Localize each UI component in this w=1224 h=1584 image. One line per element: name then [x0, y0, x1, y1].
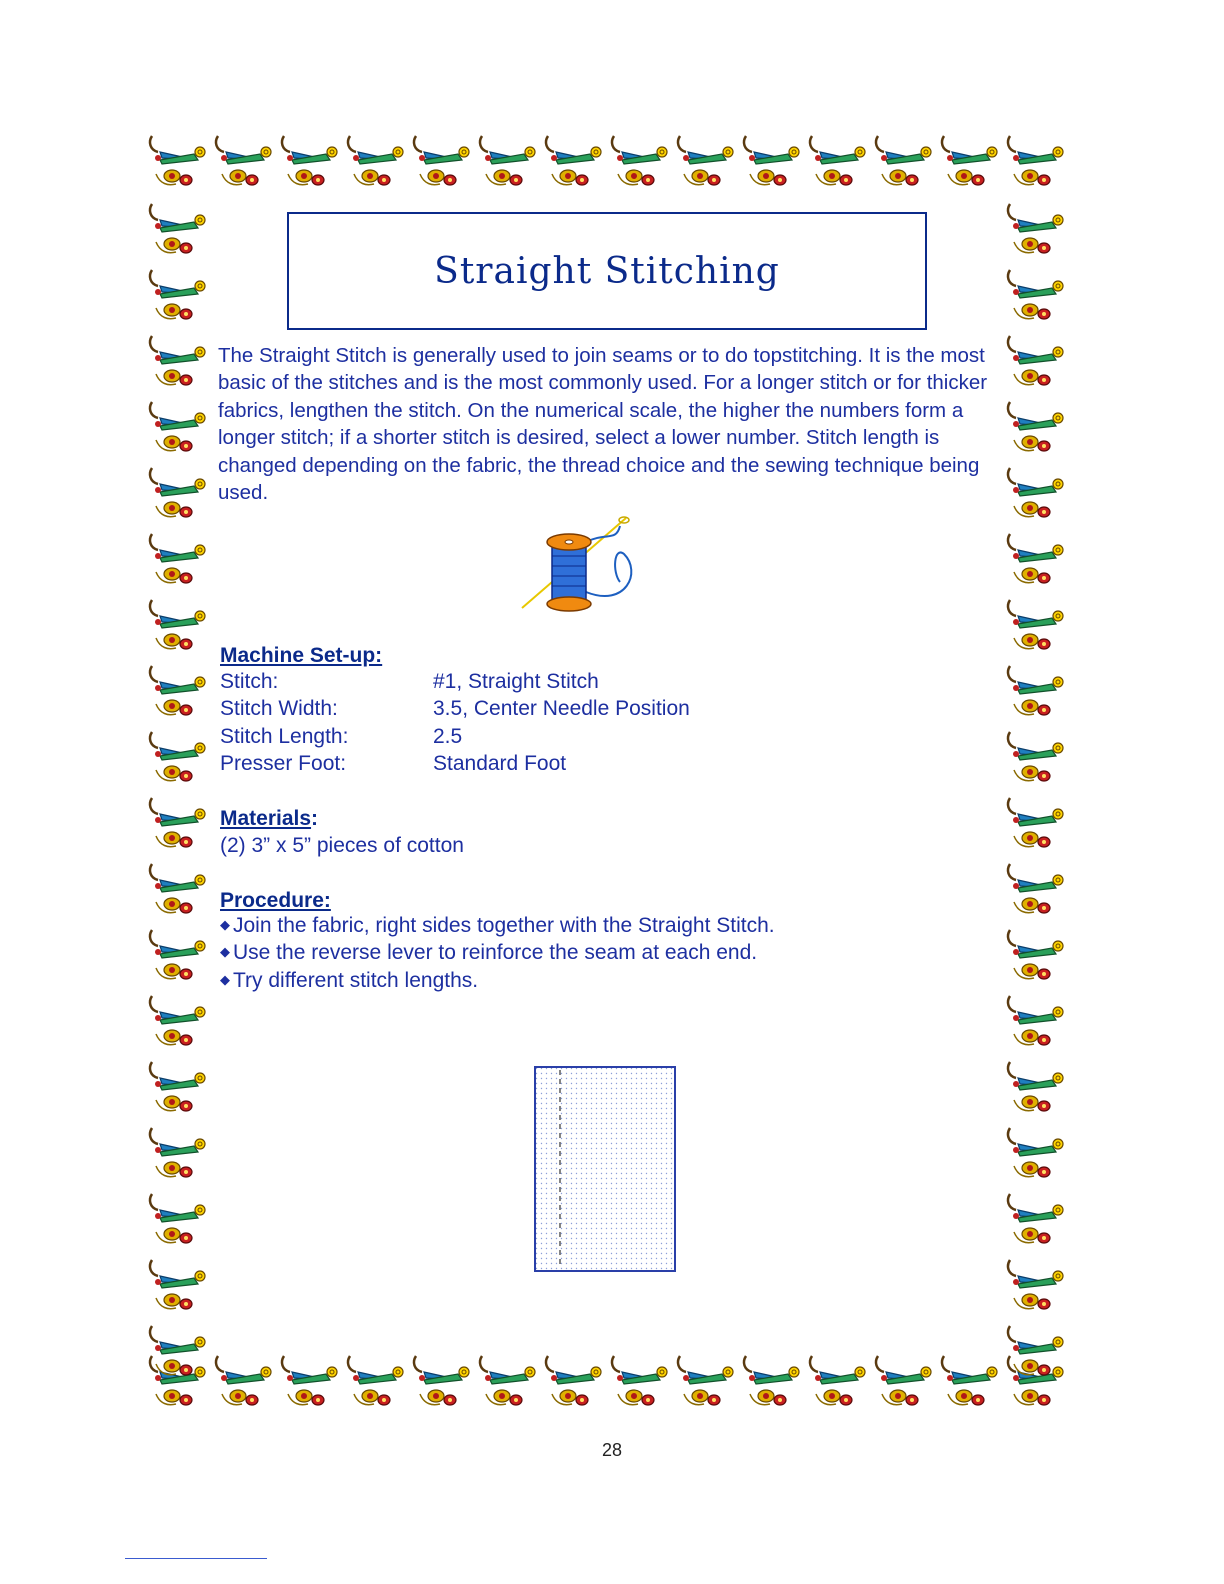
- procedure-step-text: Use the reverse lever to reinforce the seam at each end.: [233, 941, 758, 964]
- scissors-spool-icon: [1004, 858, 1070, 924]
- scissors-spool-icon: [344, 1350, 410, 1416]
- scissors-spool-icon: [146, 528, 212, 594]
- border-left: [146, 198, 212, 1386]
- scissors-spool-icon: [410, 1350, 476, 1416]
- fabric-swatch-icon: [534, 1066, 676, 1272]
- procedure-step: [220, 969, 478, 993]
- procedure-step-text: Join the fabric, right sides together with the Straight Stitch.: [233, 914, 775, 937]
- scissors-spool-icon: [674, 130, 740, 196]
- scissors-spool-icon: [1004, 130, 1070, 196]
- scissors-spool-icon: [146, 1320, 212, 1386]
- setup-value: #1, Straight Stitch: [433, 670, 599, 693]
- scissors-spool-icon: [146, 130, 212, 196]
- procedure-step-text: Try different stitch lengths.: [233, 969, 479, 992]
- scissors-spool-icon: [146, 396, 212, 462]
- scissors-spool-icon: [608, 1350, 674, 1416]
- title-box: [287, 212, 927, 330]
- page-number: 28: [601, 1440, 623, 1460]
- scissors-spool-icon: [1004, 726, 1070, 792]
- scissors-spool-icon: [410, 130, 476, 196]
- scissors-spool-icon: [344, 130, 410, 196]
- scissors-spool-icon: [1004, 990, 1070, 1056]
- scissors-spool-icon: [278, 1350, 344, 1416]
- scissors-spool-icon: [542, 130, 608, 196]
- scissors-spool-icon: [146, 990, 212, 1056]
- scissors-spool-icon: [872, 130, 938, 196]
- thread-spool-needle-icon: [516, 512, 646, 612]
- page-title: Straight Stitching: [434, 250, 780, 292]
- diamond-bullet-icon: ◆: [220, 917, 230, 932]
- scissors-spool-icon: [146, 1188, 212, 1254]
- scissors-spool-icon: [806, 1350, 872, 1416]
- diamond-bullet-icon: ◆: [220, 972, 230, 987]
- scissors-spool-icon: [146, 1254, 212, 1320]
- procedure-step: [220, 941, 757, 965]
- scissors-spool-icon: [146, 264, 212, 330]
- setup-row-stitch: [220, 670, 599, 694]
- setup-label: Stitch Length:: [220, 725, 349, 748]
- setup-row-stitch-length: [220, 725, 462, 749]
- materials-heading: [220, 807, 318, 831]
- border-bottom: [146, 1350, 1070, 1416]
- scissors-spool-icon: [740, 130, 806, 196]
- diamond-bullet-icon: ◆: [220, 944, 230, 959]
- scissors-spool-icon: [1004, 1122, 1070, 1188]
- border-right: [1004, 198, 1070, 1386]
- scissors-spool-icon: [146, 726, 212, 792]
- scissors-spool-icon: [1004, 462, 1070, 528]
- scissors-spool-icon: [1004, 1188, 1070, 1254]
- setup-label: Stitch Width:: [220, 697, 338, 720]
- procedure-step: [220, 914, 775, 938]
- setup-value: Standard Foot: [433, 752, 567, 775]
- setup-label: Stitch:: [220, 670, 279, 693]
- scissors-spool-icon: [1004, 1056, 1070, 1122]
- scissors-spool-icon: [146, 462, 212, 528]
- scissors-spool-icon: [674, 1350, 740, 1416]
- scissors-spool-icon: [146, 924, 212, 990]
- scissors-spool-icon: [1004, 528, 1070, 594]
- scissors-spool-icon: [740, 1350, 806, 1416]
- border-top: [146, 130, 1070, 196]
- materials-heading-text: Materials: [220, 807, 312, 830]
- scissors-spool-icon: [146, 1122, 212, 1188]
- scissors-spool-icon: [938, 1350, 1004, 1416]
- machine-setup-heading: Machine Set-up:: [220, 644, 383, 667]
- scissors-spool-icon: [608, 130, 674, 196]
- materials-heading-colon: :: [311, 807, 319, 830]
- scissors-spool-icon: [1004, 924, 1070, 990]
- scissors-spool-icon: [1004, 198, 1070, 264]
- setup-label: Presser Foot:: [220, 752, 347, 775]
- scissors-spool-icon: [212, 130, 278, 196]
- scissors-spool-icon: [146, 660, 212, 726]
- scissors-spool-icon: [1004, 1254, 1070, 1320]
- scissors-spool-icon: [872, 1350, 938, 1416]
- scissors-spool-icon: [146, 858, 212, 924]
- scissors-spool-icon: [476, 1350, 542, 1416]
- scissors-spool-icon: [1004, 330, 1070, 396]
- scissors-spool-icon: [1004, 660, 1070, 726]
- setup-row-presser-foot: [220, 752, 566, 776]
- scissors-spool-icon: [146, 198, 212, 264]
- setup-value: 2.5: [433, 725, 463, 748]
- scissors-spool-icon: [146, 792, 212, 858]
- intro-paragraph: The Straight Stitch is generally used to join seams or to do topstitching. It is the most basic of the stitches and is the most commonly used. For a longer stitch or for thicker fabrics, lengthen the stitch. On the numerical scale, the higher the numbers form a longer stitch; if a shorter stitch is desired, select a lower number. Stitch length is changed depending on the fabric, the thread choice and the sewing technique being used.: [218, 344, 988, 505]
- scissors-spool-icon: [1004, 594, 1070, 660]
- scissors-spool-icon: [1004, 792, 1070, 858]
- scissors-spool-icon: [938, 130, 1004, 196]
- procedure-heading: Procedure:: [220, 889, 331, 912]
- scissors-spool-icon: [542, 1350, 608, 1416]
- footer-rule: [125, 1558, 267, 1559]
- scissors-spool-icon: [1004, 1320, 1070, 1386]
- scissors-spool-icon: [212, 1350, 278, 1416]
- scissors-spool-icon: [1004, 264, 1070, 330]
- setup-value: 3.5, Center Needle Position: [433, 697, 690, 720]
- scissors-spool-icon: [1004, 396, 1070, 462]
- scissors-spool-icon: [146, 330, 212, 396]
- scissors-spool-icon: [146, 594, 212, 660]
- scissors-spool-icon: [476, 130, 542, 196]
- setup-row-stitch-width: [220, 697, 690, 721]
- scissors-spool-icon: [278, 130, 344, 196]
- scissors-spool-icon: [806, 130, 872, 196]
- materials-item: (2) 3” x 5” pieces of cotton: [220, 834, 464, 857]
- scissors-spool-icon: [146, 1056, 212, 1122]
